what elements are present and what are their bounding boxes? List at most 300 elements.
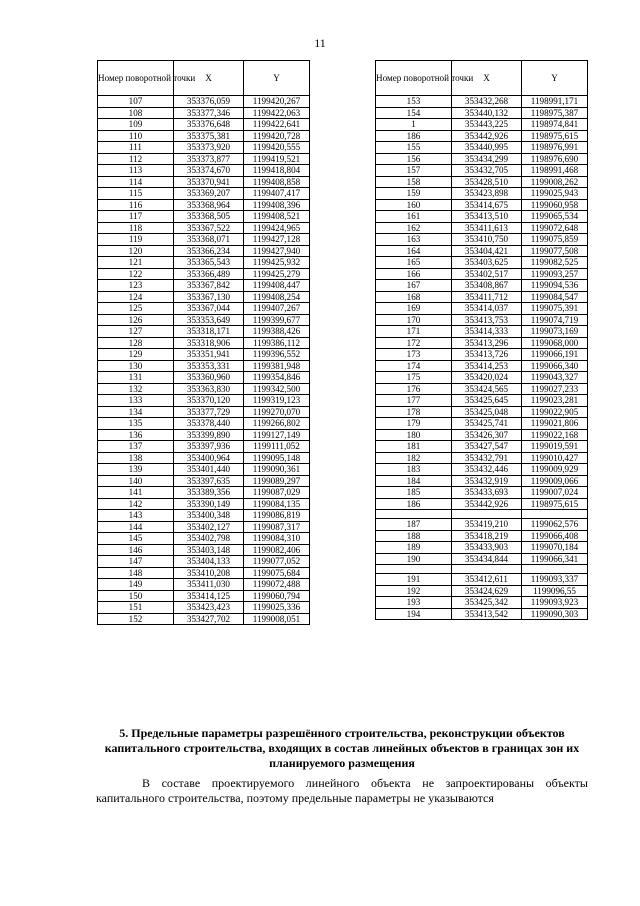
- x-coordinate-cell: 353433,903: [452, 542, 522, 554]
- y-coordinate-cell: 1199077,052: [244, 556, 310, 568]
- table-row: [376, 406, 588, 418]
- point-number-cell: 156: [376, 153, 452, 165]
- x-coordinate-cell: 353414,253: [452, 360, 522, 372]
- x-coordinate-cell: 353414,037: [452, 303, 522, 315]
- table-row: [376, 487, 588, 499]
- point-number-cell: 146: [98, 544, 174, 556]
- y-coordinate-cell: 1199094,536: [522, 280, 588, 292]
- x-coordinate-cell: 353400,348: [174, 510, 244, 522]
- point-number-cell: 158: [376, 176, 452, 188]
- point-number-cell: 187: [376, 519, 452, 531]
- header-y: Y: [522, 61, 588, 96]
- x-coordinate-cell: 353366,489: [174, 268, 244, 280]
- point-number-cell: 152: [98, 613, 174, 625]
- y-coordinate-cell: 1199419,521: [244, 153, 310, 165]
- table-row: [98, 303, 310, 315]
- point-number-cell: 108: [98, 107, 174, 119]
- y-coordinate-cell: 1199087,317: [244, 521, 310, 533]
- x-coordinate-cell: 353374,670: [174, 165, 244, 177]
- x-coordinate-cell: 353404,421: [452, 245, 522, 257]
- point-number-cell: 168: [376, 291, 452, 303]
- x-coordinate-cell: 353375,381: [174, 130, 244, 142]
- x-coordinate-cell: 353413,542: [452, 608, 522, 620]
- x-coordinate-cell: 353390,149: [174, 498, 244, 510]
- point-number-cell: 131: [98, 372, 174, 384]
- point-number-cell: 177: [376, 395, 452, 407]
- y-coordinate-cell: 1199084,547: [522, 291, 588, 303]
- table-row: [376, 441, 588, 453]
- y-coordinate-cell: 1199420,728: [244, 130, 310, 142]
- point-number-cell: 115: [98, 188, 174, 200]
- point-number-cell: 165: [376, 257, 452, 269]
- table-row: [376, 574, 588, 586]
- point-number-cell: 190: [376, 553, 452, 565]
- point-number-cell: 175: [376, 372, 452, 384]
- point-number-cell: 189: [376, 542, 452, 554]
- x-coordinate-cell: 353373,877: [174, 153, 244, 165]
- table-header-row: [376, 61, 588, 96]
- table-row: [376, 585, 588, 597]
- header-x: X: [174, 61, 244, 96]
- table-row: [376, 211, 588, 223]
- point-number-cell: 119: [98, 234, 174, 246]
- section-heading: 5. Предельные параметры разрешённого строительства, реконструкции объектов капитального строительства, входящих в состав линейных объектов в границах зон их планируемого размещения: [104, 726, 580, 770]
- y-coordinate-cell: 1199396,552: [244, 349, 310, 361]
- point-number-cell: 160: [376, 199, 452, 211]
- table-row: [376, 383, 588, 395]
- y-coordinate-cell: 1199075,391: [522, 303, 588, 315]
- table-row: [98, 498, 310, 510]
- point-number-cell: 113: [98, 165, 174, 177]
- y-coordinate-cell: 1199407,267: [244, 303, 310, 315]
- table-row: [98, 372, 310, 384]
- body-text: В составе проектируемого линейного объекта не запроектированы объекты капитального строительства, поэтому предельные параметры не указываются: [96, 776, 588, 805]
- table-row: [376, 597, 588, 609]
- x-coordinate-cell: 353414,125: [174, 590, 244, 602]
- y-coordinate-cell: 1198976,991: [522, 142, 588, 154]
- table-row: [376, 188, 588, 200]
- table-row: [376, 130, 588, 142]
- y-coordinate-cell: 1199407,417: [244, 188, 310, 200]
- table-row: [376, 337, 588, 349]
- y-coordinate-cell: 1199043,327: [522, 372, 588, 384]
- point-number-cell: 141: [98, 487, 174, 499]
- table-row: [98, 360, 310, 372]
- table-row: [376, 234, 588, 246]
- table-row: [98, 521, 310, 533]
- point-number-cell: 182: [376, 452, 452, 464]
- point-number-cell: 164: [376, 245, 452, 257]
- table-row: [98, 452, 310, 464]
- point-number-cell: 169: [376, 303, 452, 315]
- x-coordinate-cell: 353369,207: [174, 188, 244, 200]
- x-coordinate-cell: 353425,645: [452, 395, 522, 407]
- x-coordinate-cell: 353423,898: [452, 188, 522, 200]
- y-coordinate-cell: 1199270,070: [244, 406, 310, 418]
- x-coordinate-cell: 353432,791: [452, 452, 522, 464]
- table-row: [376, 565, 588, 574]
- y-coordinate-cell: 1199354,846: [244, 372, 310, 384]
- x-coordinate-cell: 353414,675: [452, 199, 522, 211]
- point-number-cell: 107: [98, 96, 174, 108]
- y-coordinate-cell: 1199086,819: [244, 510, 310, 522]
- table-row: [376, 452, 588, 464]
- point-number-cell: 134: [98, 406, 174, 418]
- point-number-cell: 127: [98, 326, 174, 338]
- x-coordinate-cell: 353423,423: [174, 602, 244, 614]
- x-coordinate-cell: 353413,510: [452, 211, 522, 223]
- table-row: [376, 519, 588, 531]
- x-coordinate-cell: 353425,342: [452, 597, 522, 609]
- y-coordinate-cell: 1199074,719: [522, 314, 588, 326]
- x-coordinate-cell: 353353,649: [174, 314, 244, 326]
- point-number-cell: 163: [376, 234, 452, 246]
- table-row: [98, 533, 310, 545]
- y-coordinate-cell: 1199388,426: [244, 326, 310, 338]
- table-row: [376, 314, 588, 326]
- y-coordinate-cell: 1199093,923: [522, 597, 588, 609]
- table-row: [98, 337, 310, 349]
- point-number-cell: 135: [98, 418, 174, 430]
- y-coordinate-cell: 1199025,943: [522, 188, 588, 200]
- table-row: [376, 464, 588, 476]
- point-number-cell: 145: [98, 533, 174, 545]
- table-row: [376, 142, 588, 154]
- x-coordinate-cell: 353373,920: [174, 142, 244, 154]
- table-row: [376, 176, 588, 188]
- y-coordinate-cell: 1199027,233: [522, 383, 588, 395]
- x-coordinate-cell: 353397,635: [174, 475, 244, 487]
- table-row: [98, 222, 310, 234]
- x-coordinate-cell: 353377,729: [174, 406, 244, 418]
- table-row: [376, 96, 588, 108]
- x-coordinate-cell: 353370,941: [174, 176, 244, 188]
- point-number-cell: 123: [98, 280, 174, 292]
- table-row: [98, 395, 310, 407]
- table-row: [98, 326, 310, 338]
- x-coordinate-cell: 353318,171: [174, 326, 244, 338]
- point-number-cell: 153: [376, 96, 452, 108]
- y-coordinate-cell: 1199009,066: [522, 475, 588, 487]
- point-number-cell: 178: [376, 406, 452, 418]
- x-coordinate-cell: 353351,941: [174, 349, 244, 361]
- table-row: [98, 142, 310, 154]
- table-row: [98, 349, 310, 361]
- point-number-cell: 185: [376, 487, 452, 499]
- point-number-cell: 116: [98, 199, 174, 211]
- x-coordinate-cell: 353401,440: [174, 464, 244, 476]
- table-row: [98, 130, 310, 142]
- table-row: [98, 613, 310, 625]
- point-number-cell: 136: [98, 429, 174, 441]
- table-row: [98, 567, 310, 579]
- point-number-cell: 122: [98, 268, 174, 280]
- point-number-cell: 184: [376, 475, 452, 487]
- x-coordinate-cell: 353432,919: [452, 475, 522, 487]
- x-coordinate-cell: 353420,024: [452, 372, 522, 384]
- x-coordinate-cell: 353411,030: [174, 579, 244, 591]
- coordinates-table-right: [375, 60, 588, 620]
- x-coordinate-cell: 353413,726: [452, 349, 522, 361]
- y-coordinate-cell: 1199090,303: [522, 608, 588, 620]
- x-coordinate-cell: 353403,148: [174, 544, 244, 556]
- y-coordinate-cell: 1199066,340: [522, 360, 588, 372]
- point-number-cell: 171: [376, 326, 452, 338]
- x-coordinate-cell: 353440,132: [452, 107, 522, 119]
- y-coordinate-cell: 1199075,684: [244, 567, 310, 579]
- table-row: [376, 280, 588, 292]
- x-coordinate-cell: 353432,705: [452, 165, 522, 177]
- point-number-cell: 162: [376, 222, 452, 234]
- x-coordinate-cell: 353428,510: [452, 176, 522, 188]
- x-coordinate-cell: 353367,130: [174, 291, 244, 303]
- x-coordinate-cell: 353442,926: [452, 498, 522, 510]
- x-coordinate-cell: 353442,926: [452, 130, 522, 142]
- x-coordinate-cell: 353408,867: [452, 280, 522, 292]
- x-coordinate-cell: 353377,346: [174, 107, 244, 119]
- point-number-cell: 124: [98, 291, 174, 303]
- table-row: [98, 383, 310, 395]
- x-coordinate-cell: 353432,446: [452, 464, 522, 476]
- x-coordinate-cell: [452, 510, 522, 519]
- x-coordinate-cell: 353368,505: [174, 211, 244, 223]
- x-coordinate-cell: 353425,048: [452, 406, 522, 418]
- point-number-cell: 112: [98, 153, 174, 165]
- x-coordinate-cell: 353426,307: [452, 429, 522, 441]
- y-coordinate-cell: 1199386,112: [244, 337, 310, 349]
- y-coordinate-cell: 1198991,468: [522, 165, 588, 177]
- point-number-cell: 142: [98, 498, 174, 510]
- y-coordinate-cell: 1199009,929: [522, 464, 588, 476]
- point-number-cell: 118: [98, 222, 174, 234]
- x-coordinate-cell: 353389,356: [174, 487, 244, 499]
- y-coordinate-cell: 1199427,128: [244, 234, 310, 246]
- x-coordinate-cell: 353419,210: [452, 519, 522, 531]
- x-coordinate-cell: 353367,044: [174, 303, 244, 315]
- point-number-cell: 194: [376, 608, 452, 620]
- header-x: X: [452, 61, 522, 96]
- point-number-cell: [376, 565, 452, 574]
- table-row: [376, 542, 588, 554]
- point-number-cell: 193: [376, 597, 452, 609]
- y-coordinate-cell: 1199010,427: [522, 452, 588, 464]
- y-coordinate-cell: 1199408,254: [244, 291, 310, 303]
- x-coordinate-cell: 353424,565: [452, 383, 522, 395]
- y-coordinate-cell: 1198991,171: [522, 96, 588, 108]
- y-coordinate-cell: 1199425,932: [244, 257, 310, 269]
- y-coordinate-cell: 1198975,615: [522, 130, 588, 142]
- point-number-cell: 139: [98, 464, 174, 476]
- x-coordinate-cell: 353360,960: [174, 372, 244, 384]
- table-row: [376, 372, 588, 384]
- point-number-cell: 150: [98, 590, 174, 602]
- table-row: [98, 544, 310, 556]
- table-row: [98, 314, 310, 326]
- point-number-cell: 172: [376, 337, 452, 349]
- table-row: [376, 498, 588, 510]
- table-row: [376, 199, 588, 211]
- x-coordinate-cell: 353378,440: [174, 418, 244, 430]
- body-paragraph: [96, 776, 588, 806]
- x-coordinate-cell: 353410,750: [452, 234, 522, 246]
- table-header-row: [98, 61, 310, 96]
- x-coordinate-cell: 353443,225: [452, 119, 522, 131]
- header-point-number: Номер поворотной точки: [98, 61, 174, 96]
- y-coordinate-cell: 1199422,063: [244, 107, 310, 119]
- y-coordinate-cell: 1199019,591: [522, 441, 588, 453]
- y-coordinate-cell: 1199066,191: [522, 349, 588, 361]
- point-number-cell: 159: [376, 188, 452, 200]
- y-coordinate-cell: 1199093,337: [522, 574, 588, 586]
- point-number-cell: 125: [98, 303, 174, 315]
- table-row: [376, 429, 588, 441]
- y-coordinate-cell: 1199095,148: [244, 452, 310, 464]
- x-coordinate-cell: 353368,071: [174, 234, 244, 246]
- x-coordinate-cell: 353368,964: [174, 199, 244, 211]
- y-coordinate-cell: 1199111,052: [244, 441, 310, 453]
- point-number-cell: 117: [98, 211, 174, 223]
- table-row: [98, 475, 310, 487]
- y-coordinate-cell: 1199422,641: [244, 119, 310, 131]
- table-row: [98, 602, 310, 614]
- point-number-cell: 183: [376, 464, 452, 476]
- table-row: [98, 245, 310, 257]
- x-coordinate-cell: 353427,547: [452, 441, 522, 453]
- point-number-cell: 130: [98, 360, 174, 372]
- point-number-cell: 144: [98, 521, 174, 533]
- x-coordinate-cell: 353427,702: [174, 613, 244, 625]
- table-row: [376, 608, 588, 620]
- y-coordinate-cell: 1199420,555: [244, 142, 310, 154]
- table-row: [376, 245, 588, 257]
- table-row: [376, 326, 588, 338]
- point-number-cell: 151: [98, 602, 174, 614]
- point-number-cell: 167: [376, 280, 452, 292]
- y-coordinate-cell: 1199084,135: [244, 498, 310, 510]
- point-number-cell: 111: [98, 142, 174, 154]
- x-coordinate-cell: 353413,296: [452, 337, 522, 349]
- table-row: [98, 211, 310, 223]
- y-coordinate-cell: 1199408,396: [244, 199, 310, 211]
- header-point-number: Номер поворотной точки: [376, 61, 452, 96]
- x-coordinate-cell: 353367,842: [174, 280, 244, 292]
- x-coordinate-cell: 353413,753: [452, 314, 522, 326]
- x-coordinate-cell: 353412,611: [452, 574, 522, 586]
- point-number-cell: 179: [376, 418, 452, 430]
- x-coordinate-cell: 353353,331: [174, 360, 244, 372]
- table-row: [98, 291, 310, 303]
- point-number-cell: 148: [98, 567, 174, 579]
- point-number-cell: 170: [376, 314, 452, 326]
- point-number-cell: 186: [376, 130, 452, 142]
- y-coordinate-cell: 1199022,905: [522, 406, 588, 418]
- y-coordinate-cell: 1199022,168: [522, 429, 588, 441]
- point-number-cell: 138: [98, 452, 174, 464]
- table-row: [98, 107, 310, 119]
- y-coordinate-cell: 1199418,804: [244, 165, 310, 177]
- y-coordinate-cell: 1199425,279: [244, 268, 310, 280]
- y-coordinate-cell: 1199399,677: [244, 314, 310, 326]
- x-coordinate-cell: 353432,268: [452, 96, 522, 108]
- y-coordinate-cell: 1199082,525: [522, 257, 588, 269]
- table-row: [376, 153, 588, 165]
- x-coordinate-cell: 353410,208: [174, 567, 244, 579]
- table-row: [98, 268, 310, 280]
- table-row: [376, 360, 588, 372]
- x-coordinate-cell: 353367,522: [174, 222, 244, 234]
- y-coordinate-cell: 1199408,858: [244, 176, 310, 188]
- y-coordinate-cell: 1199082,406: [244, 544, 310, 556]
- point-number-cell: 149: [98, 579, 174, 591]
- point-number-cell: 137: [98, 441, 174, 453]
- y-coordinate-cell: 1199096,55: [522, 585, 588, 597]
- y-coordinate-cell: 1199077,508: [522, 245, 588, 257]
- y-coordinate-cell: 1199066,341: [522, 553, 588, 565]
- point-number-cell: 176: [376, 383, 452, 395]
- point-number-cell: 186: [376, 498, 452, 510]
- table-row: [376, 530, 588, 542]
- table-row: [376, 553, 588, 565]
- x-coordinate-cell: 353402,517: [452, 268, 522, 280]
- y-coordinate-cell: 1199084,310: [244, 533, 310, 545]
- page-number: 11: [314, 36, 326, 50]
- y-coordinate-cell: 1199127,149: [244, 429, 310, 441]
- table-row: [98, 487, 310, 499]
- x-coordinate-cell: 353402,127: [174, 521, 244, 533]
- x-coordinate-cell: 353365,543: [174, 257, 244, 269]
- y-coordinate-cell: 1198975,615: [522, 498, 588, 510]
- x-coordinate-cell: 353402,798: [174, 533, 244, 545]
- point-number-cell: 147: [98, 556, 174, 568]
- x-coordinate-cell: 353363,830: [174, 383, 244, 395]
- point-number-cell: 140: [98, 475, 174, 487]
- table-row: [376, 418, 588, 430]
- y-coordinate-cell: 1199065,534: [522, 211, 588, 223]
- x-coordinate-cell: 353411,613: [452, 222, 522, 234]
- table-row: [376, 107, 588, 119]
- y-coordinate-cell: [522, 565, 588, 574]
- point-number-cell: 188: [376, 530, 452, 542]
- point-number-cell: 129: [98, 349, 174, 361]
- y-coordinate-cell: 1199062,576: [522, 519, 588, 531]
- y-coordinate-cell: 1199008,051: [244, 613, 310, 625]
- point-number-cell: 143: [98, 510, 174, 522]
- y-coordinate-cell: 1199266,802: [244, 418, 310, 430]
- table-row: [98, 579, 310, 591]
- point-number-cell: 132: [98, 383, 174, 395]
- y-coordinate-cell: 1199072,648: [522, 222, 588, 234]
- x-coordinate-cell: 353433,693: [452, 487, 522, 499]
- x-coordinate-cell: 353370,120: [174, 395, 244, 407]
- table-row: [98, 590, 310, 602]
- table-row: [376, 510, 588, 519]
- point-number-cell: 180: [376, 429, 452, 441]
- point-number-cell: 174: [376, 360, 452, 372]
- y-coordinate-cell: 1199089,297: [244, 475, 310, 487]
- x-coordinate-cell: 353411,712: [452, 291, 522, 303]
- x-coordinate-cell: 353425,741: [452, 418, 522, 430]
- y-coordinate-cell: [522, 510, 588, 519]
- table-row: [98, 199, 310, 211]
- y-coordinate-cell: 1199093,257: [522, 268, 588, 280]
- table-row: [376, 222, 588, 234]
- table-row: [98, 406, 310, 418]
- point-number-cell: 166: [376, 268, 452, 280]
- x-coordinate-cell: 353434,299: [452, 153, 522, 165]
- y-coordinate-cell: 1199420,267: [244, 96, 310, 108]
- table-row: [98, 280, 310, 292]
- table-row: [98, 418, 310, 430]
